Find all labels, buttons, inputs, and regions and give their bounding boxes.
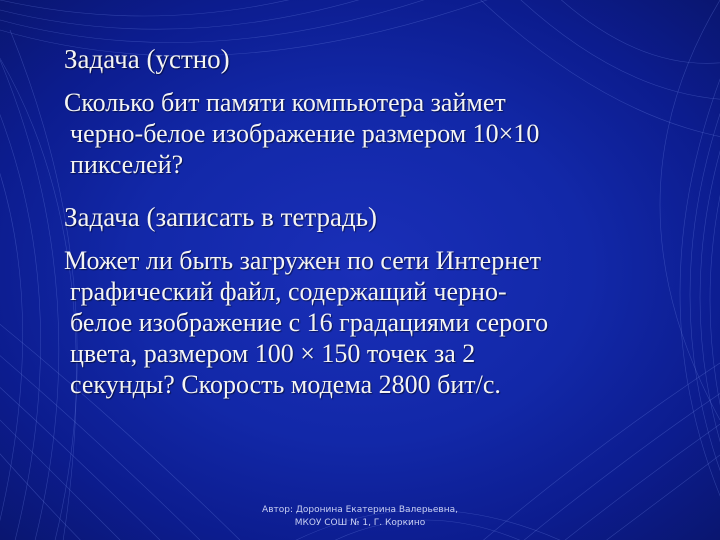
task1-line: Сколько бит памяти компьютера займет: [64, 88, 506, 117]
task2-line: Может ли быть загружен по сети Интернет: [64, 246, 542, 275]
task1-body: [64, 87, 539, 180]
task2-line: белое изображение с 16 градациями серого: [70, 308, 549, 337]
task2-line: цвета, размером 100 × 150 точек за 2: [70, 339, 476, 368]
task1-line: пикселей?: [70, 150, 184, 179]
task2-line: графический файл, содержащий черно-: [70, 277, 507, 306]
task2-line: секунды? Скорость модема 2800 бит/с.: [70, 370, 501, 399]
task1-line: черно-белое изображение размером 10×10: [70, 119, 540, 148]
footer-line: МКОУ СОШ № 1, Г. Коркино: [294, 518, 426, 528]
task1-heading: Задача (устно): [64, 44, 230, 74]
author-footer: [0, 504, 720, 530]
footer-line: Автор: Доронина Екатерина Валерьевна,: [262, 505, 458, 515]
task2-heading: Задача (записать в тетрадь): [64, 202, 378, 232]
task2-body: [64, 245, 548, 400]
